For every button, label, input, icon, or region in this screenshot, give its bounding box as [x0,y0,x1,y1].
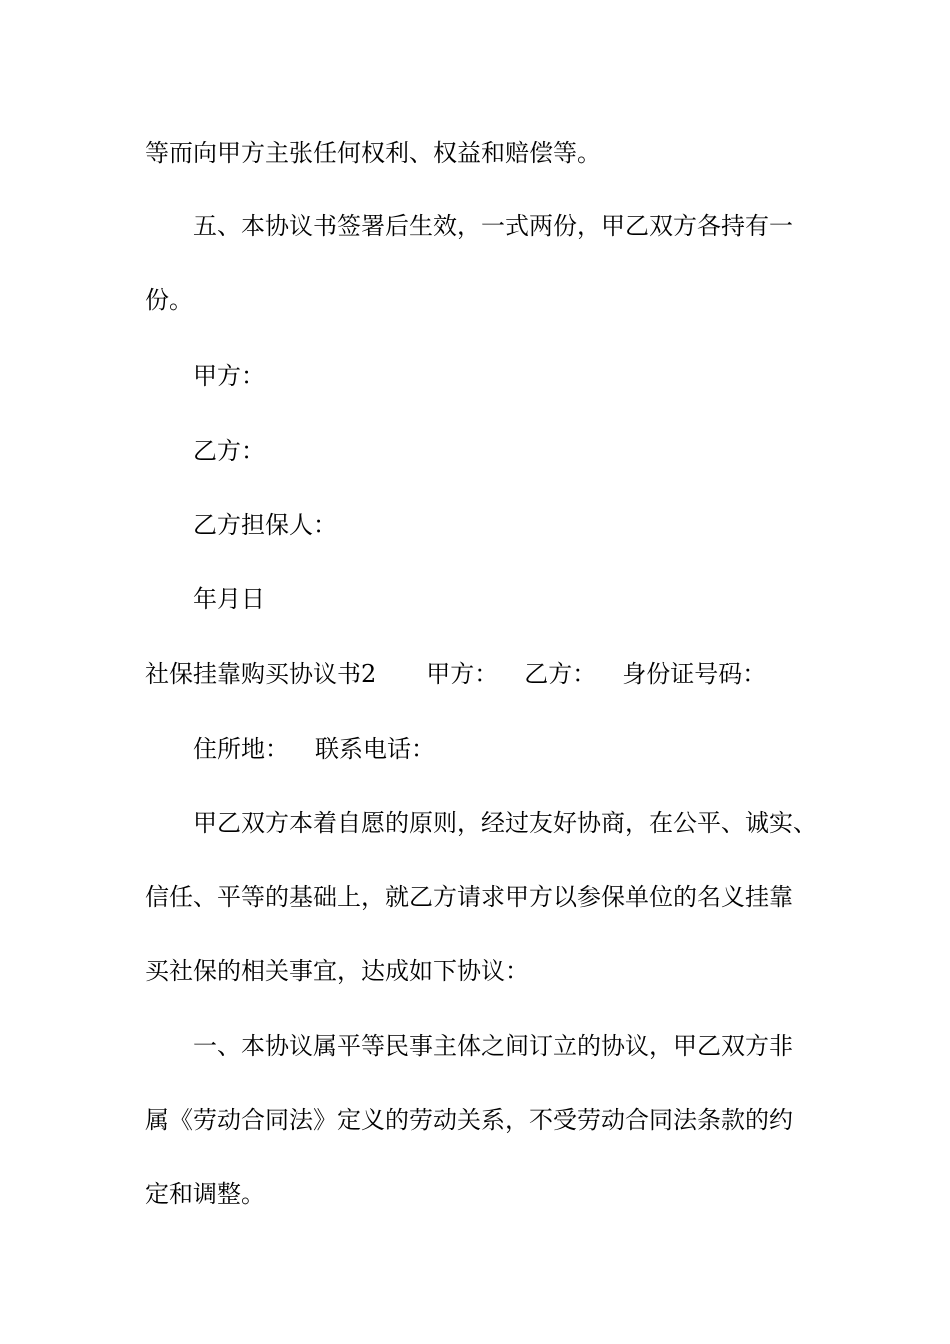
paragraph-line: 甲乙双方本着自愿的原则，经过友好协商，在公平、诚实、 [193,809,817,837]
section-heading-row [145,659,766,689]
guarantor-label: 乙方担保人： [193,511,337,539]
id-number-field: 身份证号码： [622,660,767,688]
section-title: 社保挂靠购买协议书2 [145,660,377,688]
paragraph-line: 等而向甲方主张任何权利、权益和赔偿等。 [145,139,601,167]
party-b-field: 乙方： [524,660,597,688]
party-a-label: 甲方： [193,362,265,390]
paragraph-line: 份。 [145,286,193,314]
paragraph-line: 五、本协议书签署后生效，一式两份，甲乙双方各持有一 [193,212,793,240]
paragraph-line: 信任、平等的基础上，就乙方请求甲方以参保单位的名义挂靠 [145,883,793,911]
paragraph-line: 定和调整。 [145,1180,265,1208]
contact-row [193,734,435,764]
party-b-label: 乙方： [193,437,265,465]
paragraph-line: 一、本协议属平等民事主体之间订立的协议，甲乙双方非 [193,1032,793,1060]
phone-field: 联系电话： [315,735,435,763]
party-a-field: 甲方： [426,660,499,688]
address-field: 住所地： [193,735,289,763]
paragraph-line: 属《劳动合同法》定义的劳动关系，不受劳动合同法条款的约 [145,1106,793,1134]
date-label: 年月日 [193,585,265,613]
paragraph-line: 买社保的相关事宜，达成如下协议： [145,957,529,985]
